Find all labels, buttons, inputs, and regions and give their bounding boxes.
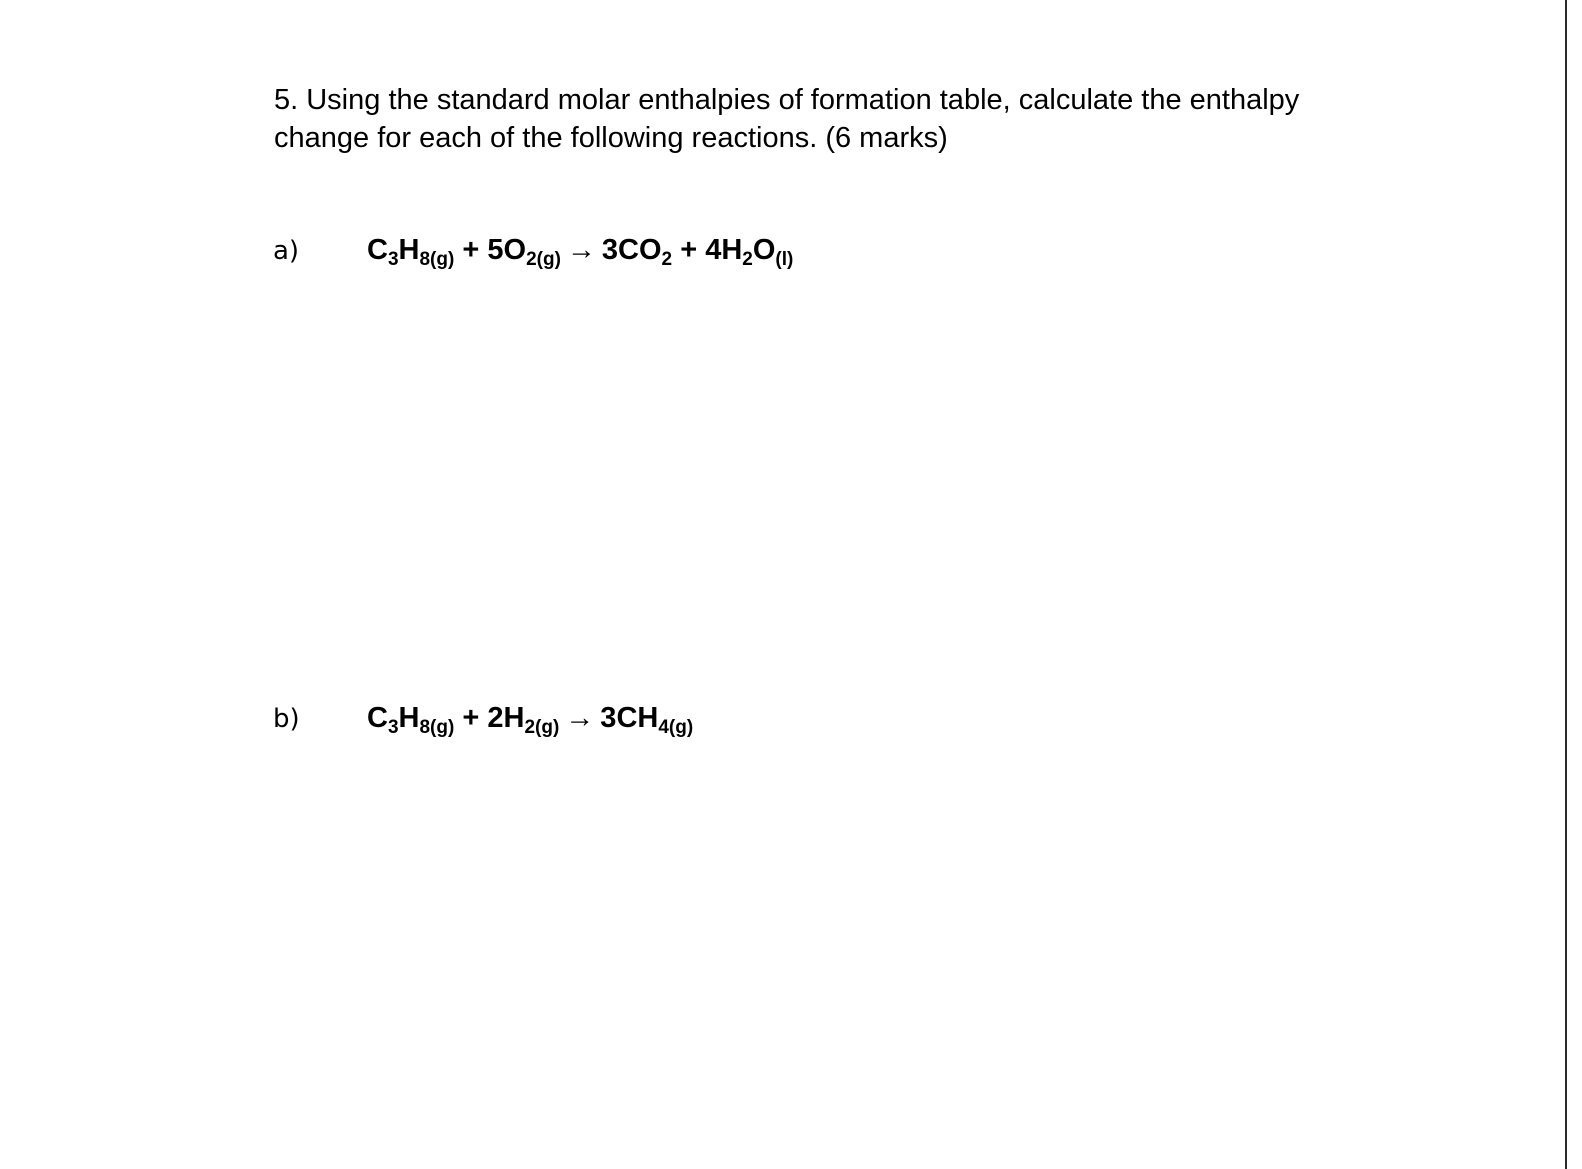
term: O [752, 234, 776, 266]
term: H [721, 234, 743, 266]
equation-a [367, 234, 794, 270]
subscript: 2(g) [524, 717, 560, 738]
subscript: 2 [742, 249, 753, 270]
question-line-1: 5. Using the standard molar enthalpies of formation table, calculate the enthalpy [274, 84, 1300, 116]
coefficient: 5 [487, 234, 504, 266]
part-b-label: b) [273, 704, 300, 734]
part-a-label: a) [273, 236, 300, 266]
page-edge-line [1565, 0, 1567, 1169]
coefficient: 4 [705, 234, 722, 266]
question-line-2: change for each of the following reactions. (6 marks) [274, 122, 948, 154]
term: CH [616, 702, 659, 734]
question-text [274, 81, 1454, 157]
plus-sign: + [462, 702, 480, 734]
subscript: 8(g) [419, 249, 455, 270]
term: H [398, 702, 420, 734]
plus-sign: + [462, 234, 480, 266]
term: C [367, 702, 388, 734]
coefficient: 2 [487, 702, 504, 734]
term: H [398, 234, 420, 266]
subscript: (l) [775, 249, 794, 270]
subscript: 3 [387, 717, 399, 738]
coefficient: 3 [600, 702, 617, 734]
subscript: 2 [661, 249, 673, 270]
subscript: 4(g) [658, 717, 694, 738]
term: H [503, 702, 525, 734]
term: O [503, 234, 527, 266]
subscript: 8(g) [419, 717, 455, 738]
term: C [367, 234, 388, 266]
coefficient: 3 [601, 234, 619, 266]
part-a [273, 234, 793, 274]
reaction-arrow-icon: → [565, 702, 595, 734]
term: CO [618, 234, 662, 266]
equation-b [367, 702, 694, 738]
reaction-arrow-icon: → [566, 234, 596, 266]
subscript: 2(g) [526, 249, 561, 270]
subscript: 3 [387, 249, 399, 270]
part-b [273, 702, 693, 742]
plus-sign: + [680, 234, 698, 266]
